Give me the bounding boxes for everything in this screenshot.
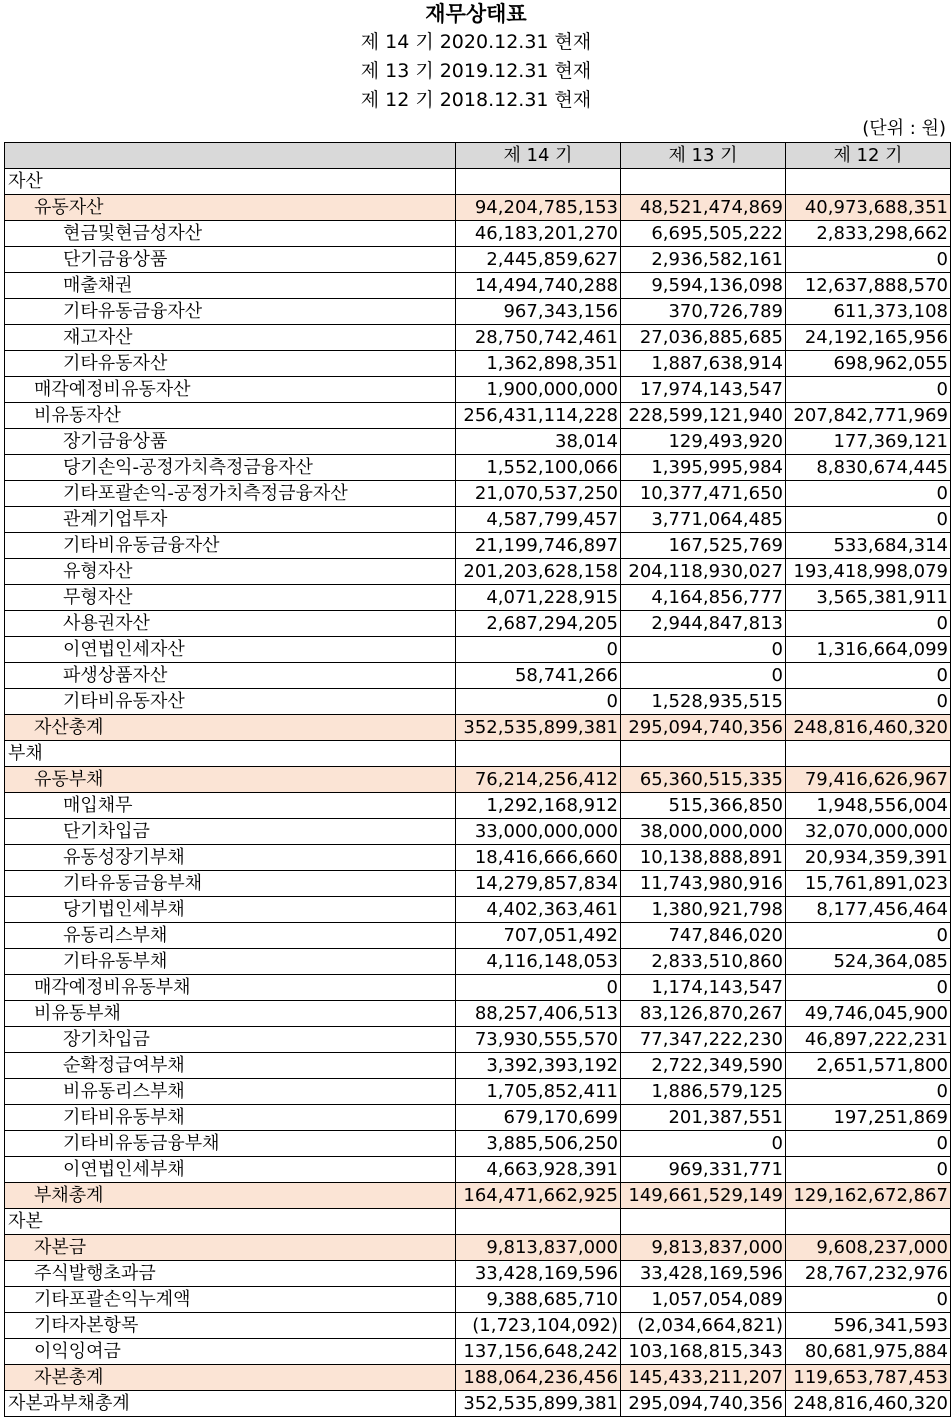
table-row (5, 1131, 951, 1157)
value-period-12: 524,364,085 (786, 949, 951, 975)
account-label: 기타포괄손익누계액 (5, 1287, 456, 1313)
value-period-14: 14,494,740,288 (456, 273, 621, 299)
value-period-14 (456, 741, 621, 767)
table-row (5, 481, 951, 507)
table-row (5, 559, 951, 585)
value-period-13: 129,493,920 (621, 429, 786, 455)
value-period-12: 0 (786, 1157, 951, 1183)
account-label: 매입채무 (5, 793, 456, 819)
table-row (5, 455, 951, 481)
value-period-14: 1,292,168,912 (456, 793, 621, 819)
value-period-14: 2,687,294,205 (456, 611, 621, 637)
value-period-14: 3,392,393,192 (456, 1053, 621, 1079)
value-period-12: 28,767,232,976 (786, 1261, 951, 1287)
value-period-14: (1,723,104,092) (456, 1313, 621, 1339)
value-period-12: 0 (786, 663, 951, 689)
value-period-14: 352,535,899,381 (456, 1391, 621, 1417)
value-period-14: 14,279,857,834 (456, 871, 621, 897)
value-period-14: 0 (456, 689, 621, 715)
value-period-14 (456, 1209, 621, 1235)
account-label: 장기차입금 (5, 1027, 456, 1053)
value-period-12: 79,416,626,967 (786, 767, 951, 793)
account-label: 기타유동금융부채 (5, 871, 456, 897)
account-label: 순확정급여부채 (5, 1053, 456, 1079)
value-period-13: 65,360,515,335 (621, 767, 786, 793)
account-label: 비유동자산 (5, 403, 456, 429)
value-period-14: 0 (456, 975, 621, 1001)
value-period-13: 9,813,837,000 (621, 1235, 786, 1261)
value-period-14: 188,064,236,456 (456, 1365, 621, 1391)
value-period-13: 1,174,143,547 (621, 975, 786, 1001)
account-label: 자본과부채총계 (5, 1391, 456, 1417)
table-row (5, 533, 951, 559)
value-period-14: 18,416,666,660 (456, 845, 621, 871)
value-period-12: 40,973,688,351 (786, 195, 951, 221)
table-row (5, 377, 951, 403)
table-row (5, 1235, 951, 1261)
value-period-14: 21,070,537,250 (456, 481, 621, 507)
value-period-12: 0 (786, 1079, 951, 1105)
table-row (5, 637, 951, 663)
value-period-12: 3,565,381,911 (786, 585, 951, 611)
value-period-14: 679,170,699 (456, 1105, 621, 1131)
account-label: 자본금 (5, 1235, 456, 1261)
value-period-12: 2,651,571,800 (786, 1053, 951, 1079)
table-row (5, 689, 951, 715)
table-row (5, 1287, 951, 1313)
table-row (5, 403, 951, 429)
value-period-12: 20,934,359,391 (786, 845, 951, 871)
value-period-13: 295,094,740,356 (621, 715, 786, 741)
value-period-12: 177,369,121 (786, 429, 951, 455)
table-row (5, 949, 951, 975)
value-period-14: 73,930,555,570 (456, 1027, 621, 1053)
account-label: 부채 (5, 741, 456, 767)
account-label: 비유동리스부채 (5, 1079, 456, 1105)
account-label: 현금및현금성자산 (5, 221, 456, 247)
account-label: 관계기업투자 (5, 507, 456, 533)
value-period-13: 969,331,771 (621, 1157, 786, 1183)
value-period-14: 21,199,746,897 (456, 533, 621, 559)
account-label: 기타유동자산 (5, 351, 456, 377)
value-period-13: 9,594,136,098 (621, 273, 786, 299)
value-period-14: 94,204,785,153 (456, 195, 621, 221)
table-row (5, 169, 951, 195)
account-label: 기타유동금융자산 (5, 299, 456, 325)
value-period-12: 0 (786, 377, 951, 403)
value-period-12: 0 (786, 247, 951, 273)
account-label: 이연법인세부채 (5, 1157, 456, 1183)
column-header-period-12: 제 12 기 (786, 143, 951, 169)
value-period-12: 8,830,674,445 (786, 455, 951, 481)
table-row (5, 741, 951, 767)
value-period-13: 2,722,349,590 (621, 1053, 786, 1079)
table-row (5, 663, 951, 689)
account-label: 당기손익-공정가치측정금융자산 (5, 455, 456, 481)
value-period-13 (621, 741, 786, 767)
unit-label: (단위 : 원) (862, 118, 946, 139)
value-period-13: 2,833,510,860 (621, 949, 786, 975)
value-period-12: 0 (786, 1287, 951, 1313)
value-period-12: 611,373,108 (786, 299, 951, 325)
table-row (5, 1365, 951, 1391)
value-period-12: 8,177,456,464 (786, 897, 951, 923)
value-period-13: 0 (621, 637, 786, 663)
value-period-14: 256,431,114,228 (456, 403, 621, 429)
value-period-14: 4,116,148,053 (456, 949, 621, 975)
value-period-12: 15,761,891,023 (786, 871, 951, 897)
value-period-13: 83,126,870,267 (621, 1001, 786, 1027)
account-label: 기타포괄손익-공정가치측정금융자산 (5, 481, 456, 507)
table-row (5, 195, 951, 221)
value-period-13: 1,887,638,914 (621, 351, 786, 377)
value-period-12 (786, 1209, 951, 1235)
value-period-13: 1,395,995,984 (621, 455, 786, 481)
value-period-14: 967,343,156 (456, 299, 621, 325)
account-label: 자산총계 (5, 715, 456, 741)
value-period-12: 2,833,298,662 (786, 221, 951, 247)
value-period-14: 2,445,859,627 (456, 247, 621, 273)
value-period-13: 38,000,000,000 (621, 819, 786, 845)
value-period-12: 12,637,888,570 (786, 273, 951, 299)
value-period-13: 515,366,850 (621, 793, 786, 819)
table-body (5, 169, 951, 1417)
value-period-14: 352,535,899,381 (456, 715, 621, 741)
table-row (5, 1209, 951, 1235)
account-label: 파생상품자산 (5, 663, 456, 689)
value-period-12: 0 (786, 1131, 951, 1157)
value-period-12: 193,418,998,079 (786, 559, 951, 585)
value-period-12 (786, 169, 951, 195)
table-row (5, 247, 951, 273)
value-period-12: 46,897,222,231 (786, 1027, 951, 1053)
value-period-13: 10,377,471,650 (621, 481, 786, 507)
value-period-12: 0 (786, 611, 951, 637)
value-period-12: 1,316,664,099 (786, 637, 951, 663)
period-line-14: 제 14 기 2020.12.31 현재 (360, 31, 592, 53)
value-period-14: 58,741,266 (456, 663, 621, 689)
table-row (5, 793, 951, 819)
value-period-14: 28,750,742,461 (456, 325, 621, 351)
statement-title: 재무상태표 (425, 2, 527, 26)
value-period-14: 76,214,256,412 (456, 767, 621, 793)
value-period-13: 103,168,815,343 (621, 1339, 786, 1365)
value-period-12: 129,162,672,867 (786, 1183, 951, 1209)
value-period-13: 295,094,740,356 (621, 1391, 786, 1417)
table-row (5, 897, 951, 923)
table-row (5, 1183, 951, 1209)
table-row (5, 507, 951, 533)
value-period-14: 707,051,492 (456, 923, 621, 949)
value-period-12: 698,962,055 (786, 351, 951, 377)
account-label: 단기차입금 (5, 819, 456, 845)
table-row (5, 429, 951, 455)
column-header-account (5, 143, 456, 169)
value-period-12 (786, 741, 951, 767)
value-period-13: 201,387,551 (621, 1105, 786, 1131)
account-label: 주식발행초과금 (5, 1261, 456, 1287)
value-period-13: 27,036,885,685 (621, 325, 786, 351)
table-row (5, 975, 951, 1001)
value-period-13: 77,347,222,230 (621, 1027, 786, 1053)
value-period-13: 3,771,064,485 (621, 507, 786, 533)
table-row (5, 1313, 951, 1339)
value-period-14: 201,203,628,158 (456, 559, 621, 585)
value-period-13: 167,525,769 (621, 533, 786, 559)
value-period-13 (621, 169, 786, 195)
table-row (5, 923, 951, 949)
value-period-14: 9,388,685,710 (456, 1287, 621, 1313)
value-period-14: 3,885,506,250 (456, 1131, 621, 1157)
value-period-14: 88,257,406,513 (456, 1001, 621, 1027)
account-label: 매출채권 (5, 273, 456, 299)
value-period-13: 2,944,847,813 (621, 611, 786, 637)
account-label: 유동부채 (5, 767, 456, 793)
account-label: 매각예정비유동자산 (5, 377, 456, 403)
account-label: 장기금융상품 (5, 429, 456, 455)
value-period-13: 17,974,143,547 (621, 377, 786, 403)
value-period-12: 533,684,314 (786, 533, 951, 559)
table-row (5, 1391, 951, 1417)
table-row (5, 1027, 951, 1053)
value-period-12: 248,816,460,320 (786, 715, 951, 741)
value-period-12: 24,192,165,956 (786, 325, 951, 351)
account-label: 비유동부채 (5, 1001, 456, 1027)
table-row (5, 585, 951, 611)
account-label: 기타비유동금융부채 (5, 1131, 456, 1157)
value-period-12: 49,746,045,900 (786, 1001, 951, 1027)
value-period-14: 4,663,928,391 (456, 1157, 621, 1183)
account-label: 무형자산 (5, 585, 456, 611)
table-row (5, 1053, 951, 1079)
account-label: 이연법인세자산 (5, 637, 456, 663)
value-period-13: 149,661,529,149 (621, 1183, 786, 1209)
value-period-12: 32,070,000,000 (786, 819, 951, 845)
account-label: 재고자산 (5, 325, 456, 351)
value-period-14: 0 (456, 637, 621, 663)
value-period-12: 596,341,593 (786, 1313, 951, 1339)
value-period-12: 207,842,771,969 (786, 403, 951, 429)
table-row (5, 611, 951, 637)
value-period-13 (621, 1209, 786, 1235)
value-period-13: 1,380,921,798 (621, 897, 786, 923)
value-period-14: 1,362,898,351 (456, 351, 621, 377)
table-row (5, 221, 951, 247)
value-period-14: 46,183,201,270 (456, 221, 621, 247)
value-period-13: 1,886,579,125 (621, 1079, 786, 1105)
value-period-12: 0 (786, 481, 951, 507)
account-label: 기타유동부채 (5, 949, 456, 975)
account-label: 자본총계 (5, 1365, 456, 1391)
table-row (5, 1105, 951, 1131)
value-period-14: 1,900,000,000 (456, 377, 621, 403)
account-label: 기타비유동부채 (5, 1105, 456, 1131)
balance-sheet-table (4, 142, 951, 1417)
account-label: 자산 (5, 169, 456, 195)
value-period-13: 33,428,169,596 (621, 1261, 786, 1287)
account-label: 매각예정비유동부채 (5, 975, 456, 1001)
value-period-14: 4,402,363,461 (456, 897, 621, 923)
table-row (5, 1001, 951, 1027)
column-header-period-13: 제 13 기 (621, 143, 786, 169)
account-label: 기타비유동자산 (5, 689, 456, 715)
table-row (5, 767, 951, 793)
table-row (5, 273, 951, 299)
table-row (5, 845, 951, 871)
value-period-13: 10,138,888,891 (621, 845, 786, 871)
period-line-12: 제 12 기 2018.12.31 현재 (360, 89, 592, 111)
account-label: 유동리스부채 (5, 923, 456, 949)
value-period-12: 197,251,869 (786, 1105, 951, 1131)
value-period-13: 6,695,505,222 (621, 221, 786, 247)
value-period-13: 370,726,789 (621, 299, 786, 325)
value-period-14: 9,813,837,000 (456, 1235, 621, 1261)
value-period-14 (456, 169, 621, 195)
value-period-12: 0 (786, 975, 951, 1001)
value-period-13: 11,743,980,916 (621, 871, 786, 897)
account-label: 유동성장기부채 (5, 845, 456, 871)
value-period-13: 1,528,935,515 (621, 689, 786, 715)
value-period-12: 80,681,975,884 (786, 1339, 951, 1365)
value-period-13: 145,433,211,207 (621, 1365, 786, 1391)
value-period-14: 33,000,000,000 (456, 819, 621, 845)
table-row (5, 715, 951, 741)
value-period-13: 228,599,121,940 (621, 403, 786, 429)
value-period-12: 0 (786, 507, 951, 533)
value-period-14: 38,014 (456, 429, 621, 455)
column-header-period-14: 제 14 기 (456, 143, 621, 169)
account-label: 당기법인세부채 (5, 897, 456, 923)
value-period-14: 4,587,799,457 (456, 507, 621, 533)
value-period-12: 248,816,460,320 (786, 1391, 951, 1417)
table-row (5, 871, 951, 897)
account-label: 이익잉여금 (5, 1339, 456, 1365)
value-period-13: 1,057,054,089 (621, 1287, 786, 1313)
account-label: 단기금융상품 (5, 247, 456, 273)
value-period-12: 0 (786, 689, 951, 715)
value-period-13: 0 (621, 1131, 786, 1157)
value-period-14: 1,705,852,411 (456, 1079, 621, 1105)
table-row (5, 1079, 951, 1105)
value-period-14: 1,552,100,066 (456, 455, 621, 481)
table-row (5, 1339, 951, 1365)
table-row (5, 299, 951, 325)
table-row (5, 351, 951, 377)
table-row (5, 1261, 951, 1287)
account-label: 유형자산 (5, 559, 456, 585)
value-period-13: 2,936,582,161 (621, 247, 786, 273)
value-period-12: 1,948,556,004 (786, 793, 951, 819)
value-period-13: (2,034,664,821) (621, 1313, 786, 1339)
value-period-12: 9,608,237,000 (786, 1235, 951, 1261)
value-period-14: 137,156,648,242 (456, 1339, 621, 1365)
account-label: 기타자본항목 (5, 1313, 456, 1339)
account-label: 유동자산 (5, 195, 456, 221)
account-label: 부채총계 (5, 1183, 456, 1209)
account-label: 자본 (5, 1209, 456, 1235)
value-period-13: 0 (621, 663, 786, 689)
value-period-14: 164,471,662,925 (456, 1183, 621, 1209)
table-header-row (5, 143, 951, 169)
value-period-13: 48,521,474,869 (621, 195, 786, 221)
value-period-14: 4,071,228,915 (456, 585, 621, 611)
value-period-12: 119,653,787,453 (786, 1365, 951, 1391)
value-period-12: 0 (786, 923, 951, 949)
value-period-13: 4,164,856,777 (621, 585, 786, 611)
account-label: 사용권자산 (5, 611, 456, 637)
account-label: 기타비유동금융자산 (5, 533, 456, 559)
period-line-13: 제 13 기 2019.12.31 현재 (360, 60, 592, 82)
value-period-14: 33,428,169,596 (456, 1261, 621, 1287)
value-period-13: 747,846,020 (621, 923, 786, 949)
table-row (5, 325, 951, 351)
value-period-13: 204,118,930,027 (621, 559, 786, 585)
table-row (5, 819, 951, 845)
table-row (5, 1157, 951, 1183)
